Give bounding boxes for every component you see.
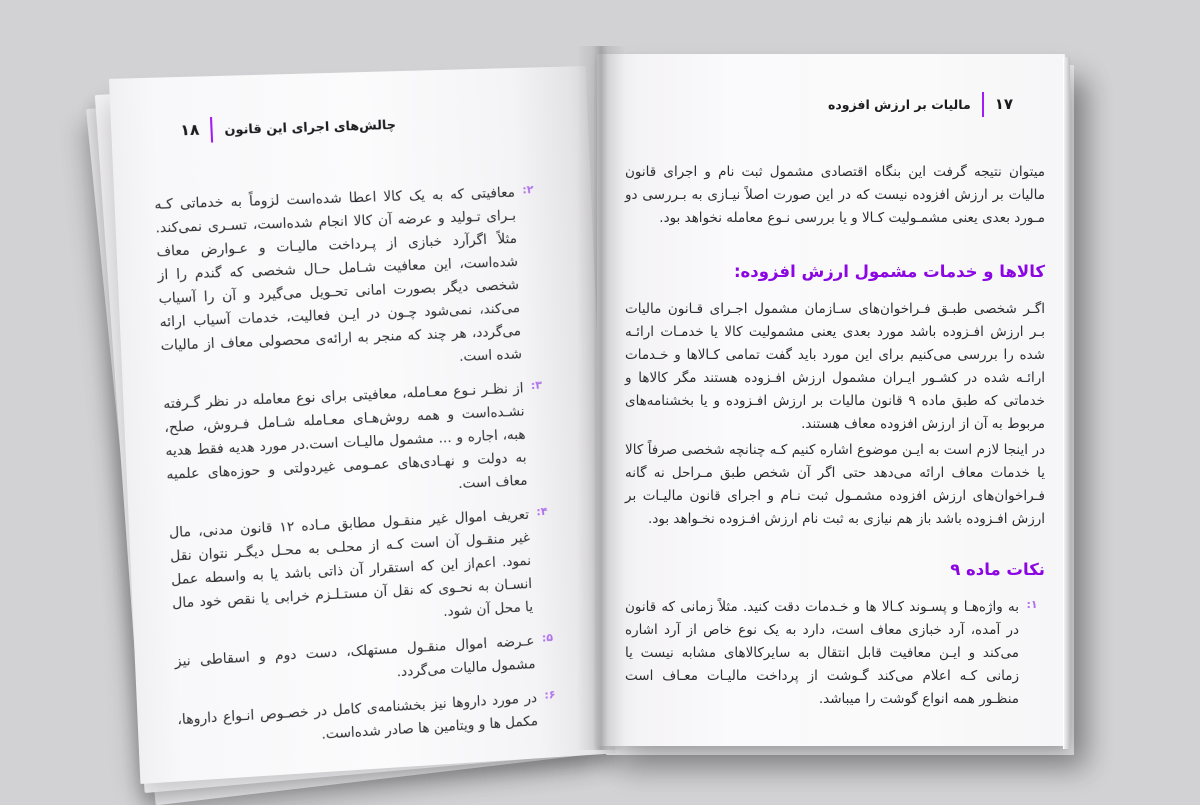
list-item-text: معافیتی که به یک کالا اعطا شده‌است لزوماً به خدماتی کـه بـرای تـولید و عرضه آن کالا انجام شده‌است، تسـری نمی‌کند. مثلاً اگرآرد خبازی از پـرداخت مالیـات و عـوارض معاف شده‌است، این معافیت شـامل حـال شخصی که گندم را از شخصی دیگر بصورت امانی تحـویل می‌گیرد و آن را آسیاب می‌کند، نمی‌شود چـون در ایـن فعالیت، خدمات آسیاب ارائه می‌گردد، هر چند که منجر به ارائه‌ی محصولی معاف از مالیات شده است.	[154, 184, 523, 365]
list-item-text: تعریف اموال غیر منقـول مطابق مـاده ۱۲ قانون مدنی، مال غیر منقـول آن است کـه از محلـی به محـل دیگـر نتوان نقل نمود. اعم‌از این که استقرار آن ذاتی باشد یا به واسطه عمل انسـان به نحـوی که نقل آن مستـلـزم خرابی یا نقص خود مال یا محل آن شود.	[168, 506, 534, 621]
list-item-text: در مورد داروها نیز بخشنامه‌ی کامل در خصـوص انـواع داروها، مکمل ها و ویتامین ها صادر شده‌است.	[177, 690, 539, 743]
list-item	[163, 376, 554, 510]
left-page-header	[151, 108, 539, 145]
right-running-title: مالیات بر ارزش افزوده	[827, 97, 971, 112]
list-item-number: ۴:	[536, 504, 548, 519]
list-item	[169, 502, 560, 639]
list-item-number: ۳:	[530, 378, 543, 393]
right-page-number: ۱۷	[994, 95, 1013, 113]
list-item-text: از نظـر نـوع معـامله، معافیتی برای نوع معامله در نظر گـرفته نشـده‌است و همه روش‌هـای معـامله شـامل فـروش، صلح، هبه، اجاره و ... مشمول مالیـات است.در مورد هدیه فقط هدیه به دولت و نهـادی‌های عمـومی غیردولتی و حوزه‌های علمیه معاف است.	[162, 380, 528, 493]
intro-paragraph: میتوان نتیجه گرفت این بنگاه اقتصادی مشمول ثبت نام و اجرای قانون مالیات بر ارزش افزوده نیست که در این صورت اصلاً نیـازی به بـررسی دو مـورد بعدی یعنی مشمـولیت کـالا و یا بررسی نـوع معامله نخواهد بود.	[625, 164, 1045, 226]
notes-section-heading: نکات ماده ۹	[950, 559, 1045, 579]
list-item-number: ۲:	[521, 182, 534, 197]
list-item-number: ۱:	[1026, 597, 1038, 611]
right-page	[597, 54, 1065, 746]
header-divider-bar	[210, 117, 213, 143]
left-running-title: چالش‌های اجرای این قانون	[223, 116, 397, 138]
left-page-number: ۱۸	[179, 120, 200, 140]
goods-paragraph-2: در اینجا لازم است به ایـن موضوع اشاره کنیم کـه چنانچه شخصی صرفاً کالا یا خدمات معاف ارائه می‌دهد حتی اگر آن شخص طبق مـراحل نه گانه فـراخوان‌های ارزش افزوده مشمـول ثبت نـام و اجرای قانون مالیـات بر ارزش افـزوده باشد باز هم نیازی به ثبت نام ارزش افـزوده نخـواهد بود.	[625, 441, 1045, 527]
left-page	[109, 66, 615, 784]
right-page-header	[625, 92, 1045, 117]
list-item	[174, 628, 562, 697]
list-item-number: ۶:	[544, 687, 556, 702]
list-item	[625, 596, 1045, 711]
list-item	[177, 686, 565, 756]
goods-section-heading: کالاها و خدمات مشمول ارزش افزوده:	[733, 262, 1045, 281]
list-item-text: به واژه‌هـا و پسـوند کـالا ها و خـدمات دقت کنید. مثلاً زمانی که قانون در آمده، آرد خبازی معاف است، دارد به یک نوع خاص از آرد اشاره می‌کند و ایـن معافیت قابل انتقال به سایرکالاهای مشابه نیست یا زمانی کـه اعلام می‌کند گـوشت از پرداخت مالیـات معـاف است منظـور همه انواع گوشت را میباشد.	[625, 598, 1019, 707]
list-item-text: عـرضه اموال منقـول مستهلک، دست دوم و اسقاطی نیز مشمول مالیات می‌گردد.	[174, 632, 536, 681]
header-divider-bar	[982, 92, 984, 117]
open-book	[115, 40, 1067, 756]
right-page-content	[597, 54, 1065, 746]
left-page-content	[109, 66, 615, 784]
list-item-number: ۵:	[541, 630, 554, 645]
list-item	[154, 181, 549, 382]
goods-paragraph-1: اگـر شخصی طبـق فـراخوان‌های سـازمان مشمول اجـرای قـانون مالیات بـر ارزش افـزوده باشد مورد بعدی یعنی مشمولیت کالا یا خدمـات ارائـه شده را بررسی می‌کنیم برای این مورد باید گفت تمامی کـالاها و خـدمات ارائـه شده در کشـور ایـران مشمول ارزش افـزوده هستند مگر کالاها و خدماتی که طبق ماده ۹ قانون مالیات بر ارزش افـزوده و یا بخشنامه‌های مربوط به آن از ارزش افزوده معاف هستند.	[625, 300, 1045, 432]
